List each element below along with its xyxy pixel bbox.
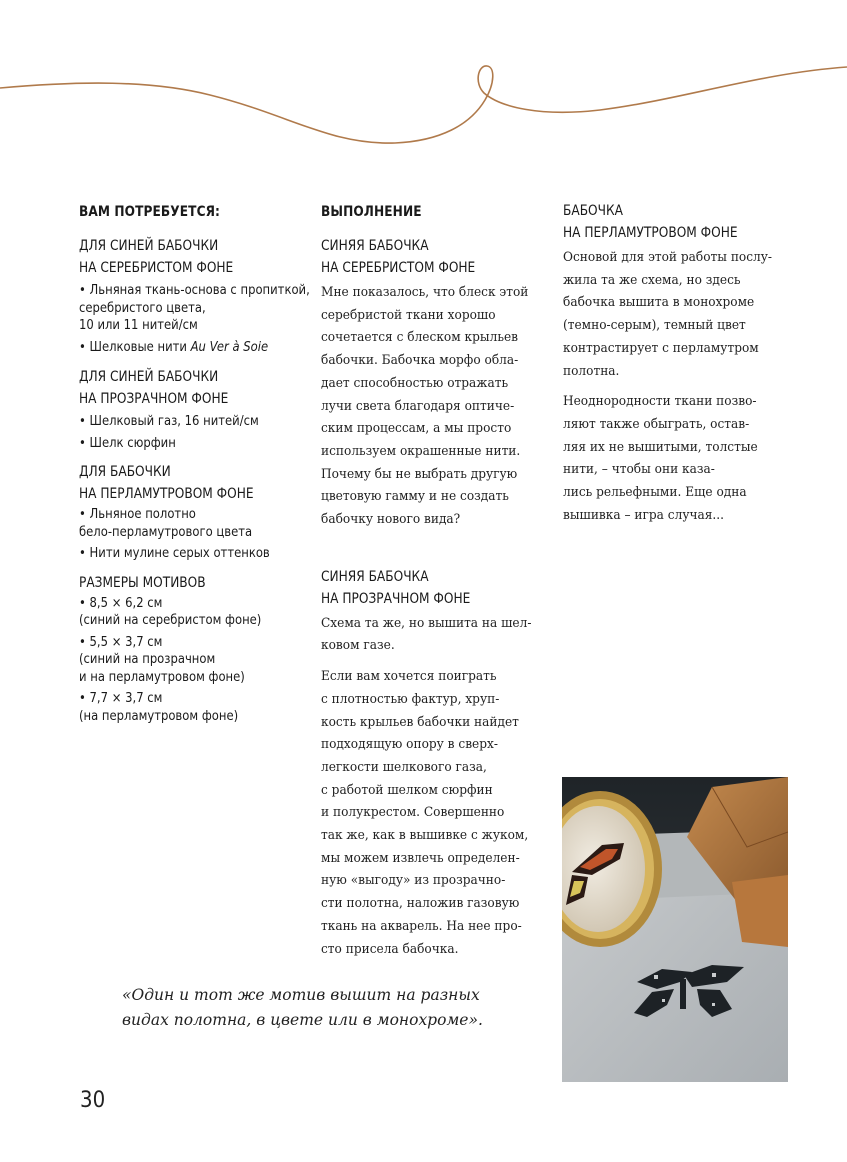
text-line: бабочку нового вида? bbox=[321, 512, 461, 528]
text-line: мы можем извлечь определен- bbox=[321, 850, 520, 866]
section-title: НА СЕРЕБРИСТОМ ФОНЕ bbox=[321, 260, 476, 276]
instructions-heading: ВЫПОЛНЕНИЕ bbox=[321, 204, 422, 220]
section-title: НА ПЕРЛАМУТРОВОМ ФОНЕ bbox=[563, 225, 738, 241]
list-item-line: • 5,5 × 3,7 см bbox=[79, 633, 163, 650]
section-title: НА СЕРЕБРИСТОМ ФОНЕ bbox=[79, 260, 234, 276]
section2-text-para2 bbox=[321, 666, 543, 961]
list-item bbox=[79, 506, 277, 541]
text-line: кость крыльев бабочки найдет bbox=[321, 714, 519, 730]
instructions-column bbox=[321, 200, 543, 961]
text-line: ляя их не вышитыми, толстые bbox=[563, 439, 758, 455]
section-title: НА ПРОЗРАЧНОМ ФОНЕ bbox=[321, 590, 471, 607]
list-item bbox=[79, 339, 277, 357]
list-item-line: • Шелковый газ, 16 нитей/см bbox=[79, 413, 259, 429]
pearl-text-para2 bbox=[563, 391, 793, 527]
list-item-line: (синий на серебристом фоне) bbox=[79, 612, 262, 628]
text-line: лись рельефными. Еще одна bbox=[563, 485, 747, 501]
motif-sizes-section bbox=[79, 572, 309, 726]
text-line: контрастирует с перламутром bbox=[563, 340, 759, 356]
text-line: ляют также обыграть, остав- bbox=[563, 416, 750, 432]
list-item-line: (на перламутровом фоне) bbox=[79, 707, 239, 724]
section-title: РАЗМЕРЫ МОТИВОВ bbox=[79, 574, 206, 591]
list-item-line: • Льняное полотно bbox=[79, 506, 196, 522]
quote-line: «Один и тот же мотив вышит на разных bbox=[122, 986, 480, 1004]
materials-section-transparent bbox=[79, 366, 309, 452]
text-line: Если вам хочется поиграть bbox=[321, 669, 497, 685]
text-line: лучи света благодаря оптиче- bbox=[321, 398, 515, 414]
text-line: с плотностью фактур, хруп- bbox=[321, 691, 500, 707]
text-line: дает способностью отражать bbox=[321, 375, 509, 391]
pull-quote bbox=[122, 983, 483, 1033]
section-title: СИНЯЯ БАБОЧКА bbox=[321, 568, 429, 585]
text-line: сочетается с блеском крыльев bbox=[321, 330, 518, 346]
list-item bbox=[79, 595, 277, 630]
section-title: СИНЯЯ БАБОЧКА bbox=[321, 238, 429, 254]
text-line: и полукрестом. Совершенно bbox=[321, 805, 505, 821]
materials-column bbox=[79, 200, 309, 729]
text-line: легкости шелкового газа, bbox=[321, 759, 487, 775]
section-title: БАБОЧКА bbox=[563, 203, 623, 219]
list-item-line: бело-перламутрового цвета bbox=[79, 523, 253, 540]
text-line: серебристой ткани хорошо bbox=[321, 307, 496, 323]
list-item-line: и на перламутровом фоне) bbox=[79, 668, 245, 685]
list-item bbox=[79, 690, 277, 725]
list-item-line: • 8,5 × 6,2 см bbox=[79, 594, 163, 611]
section-title: ДЛЯ СИНЕЙ БАБОЧКИ bbox=[79, 369, 219, 385]
text-line: Основой для этой работы послу- bbox=[563, 250, 773, 265]
page-number: 30 bbox=[80, 1088, 106, 1113]
text-line: так же, как в вышивке с жуком, bbox=[321, 828, 529, 844]
text-line: подходящую опору в сверх- bbox=[321, 737, 498, 753]
list-item-line: серебристого цвета, bbox=[79, 299, 206, 316]
materials-heading: ВАМ ПОТРЕБУЕТСЯ: bbox=[79, 204, 221, 220]
list-item-line: • Льняная ткань-основа с пропиткой, bbox=[79, 282, 310, 298]
text-line: бабочка вышита в монохроме bbox=[563, 295, 755, 311]
text-line: сто присела бабочка. bbox=[321, 941, 459, 957]
section-title: ДЛЯ СИНЕЙ БАБОЧКИ bbox=[79, 238, 219, 254]
materials-section-pearl bbox=[79, 461, 309, 563]
text-line: бабочки. Бабочка морфо обла- bbox=[321, 353, 519, 369]
list-item bbox=[79, 634, 277, 687]
materials-section-silver bbox=[79, 235, 309, 356]
text-line: используем окрашенные нити. bbox=[321, 443, 521, 459]
list-item-line: (синий на прозрачном bbox=[79, 651, 216, 667]
text-line: с работой шелком сюрфин bbox=[321, 782, 493, 798]
list-item-line: • 7,7 × 3,7 см bbox=[79, 690, 163, 706]
quote-line: видах полотна, в цвете или в монохроме». bbox=[122, 1011, 483, 1029]
pearl-text-para1 bbox=[563, 247, 793, 383]
list-item bbox=[79, 435, 277, 453]
text-line: Схема та же, но вышита на шел- bbox=[321, 615, 532, 631]
list-item-line: 10 или 11 нитей/см bbox=[79, 317, 198, 333]
list-item-text: • Шелковые нити bbox=[79, 338, 191, 355]
text-line: нити, – чтобы они каза- bbox=[563, 462, 715, 478]
text-line: Неоднородности ткани позво- bbox=[563, 394, 757, 410]
section2-text-para1 bbox=[321, 613, 543, 658]
list-item bbox=[79, 545, 277, 563]
list-item-line: • Шелк сюрфин bbox=[79, 434, 176, 451]
section-title: НА ПРОЗРАЧНОМ ФОНЕ bbox=[79, 391, 229, 407]
text-line: жила та же схема, но здесь bbox=[563, 272, 741, 288]
section-title: ДЛЯ БАБОЧКИ bbox=[79, 464, 171, 480]
text-line: ткань на акварель. На нее про- bbox=[321, 918, 522, 934]
section-title: НА ПЕРЛАМУТРОВОМ ФОНЕ bbox=[79, 486, 254, 502]
list-item-line: • Нити мулине серых оттенков bbox=[79, 545, 270, 561]
section1-text bbox=[321, 282, 543, 532]
list-item bbox=[79, 282, 310, 335]
text-line: Мне показалось, что блеск этой bbox=[321, 285, 529, 300]
text-line: вышивка – игра случая... bbox=[563, 507, 725, 523]
pearl-column bbox=[563, 200, 793, 527]
text-line: (темно-серым), темный цвет bbox=[563, 318, 746, 334]
butterfly-embroidery-photo bbox=[562, 777, 788, 1082]
text-line: ковом газе. bbox=[321, 638, 395, 654]
brand-name: Au Ver à Soie bbox=[190, 338, 269, 355]
text-line: полотна. bbox=[563, 363, 620, 379]
text-line: ную «выгоду» из прозрачно- bbox=[321, 873, 506, 889]
text-line: сти полотна, наложив газовую bbox=[321, 896, 520, 912]
decorative-swirl-line bbox=[0, 55, 847, 165]
list-item bbox=[79, 413, 277, 431]
text-line: ским процессам, а мы просто bbox=[321, 421, 512, 437]
text-line: Почему бы не выбрать другую bbox=[321, 466, 518, 482]
text-line: цветовую гамму и не создать bbox=[321, 489, 509, 505]
